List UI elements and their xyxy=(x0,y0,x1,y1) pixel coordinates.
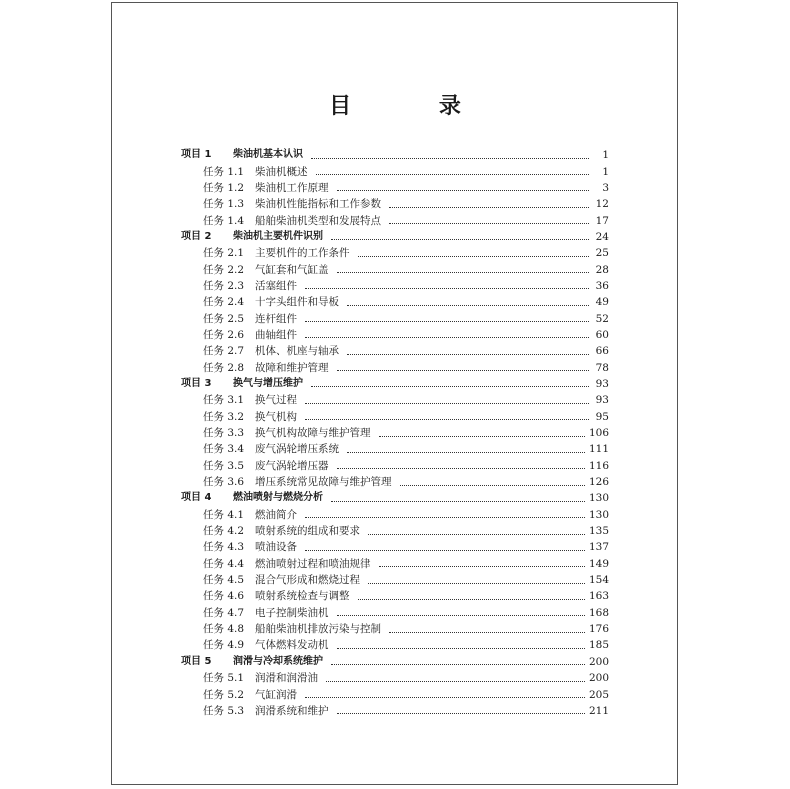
entry-page-number: 137 xyxy=(588,541,609,554)
entry-page-number: 3 xyxy=(602,181,609,194)
dot-leader xyxy=(389,207,589,208)
entry-title: 换气与增压维护 xyxy=(233,377,303,389)
toc-task-entry[interactable] xyxy=(181,294,609,310)
entry-number: 任务 1.2 xyxy=(203,181,245,194)
toc-task-entry[interactable] xyxy=(181,425,609,441)
entry-number: 项目 5 xyxy=(181,655,212,667)
toc-task-entry[interactable] xyxy=(181,163,609,179)
table-of-contents xyxy=(181,147,609,719)
entry-number: 任务 4.3 xyxy=(203,541,245,554)
entry-title: 柴油机主要机件识别 xyxy=(233,230,323,242)
dot-leader xyxy=(389,632,585,633)
entry-title: 混合气形成和燃烧过程 xyxy=(255,574,360,587)
entry-page-number: 116 xyxy=(588,459,609,472)
toc-chapter-entry[interactable] xyxy=(181,147,609,163)
entry-page-number: 205 xyxy=(588,688,609,701)
entry-number: 任务 3.2 xyxy=(203,410,245,423)
dot-leader xyxy=(379,566,585,567)
dot-leader xyxy=(358,256,590,257)
entry-title: 故障和维护管理 xyxy=(255,361,329,374)
entry-page-number: 135 xyxy=(588,525,609,538)
entry-title: 电子控制柴油机 xyxy=(255,606,329,619)
toc-task-entry[interactable] xyxy=(181,441,609,457)
entry-title: 喷油设备 xyxy=(255,541,297,554)
entry-title: 润滑和润滑油 xyxy=(255,672,318,685)
entry-number: 任务 2.3 xyxy=(203,279,245,292)
dot-leader xyxy=(400,485,585,486)
dot-leader xyxy=(305,550,585,551)
entry-title: 柴油机概述 xyxy=(255,165,308,178)
entry-title: 十字头组件和导板 xyxy=(255,296,339,309)
dot-leader xyxy=(389,223,589,224)
entry-title: 燃油喷射过程和喷油规律 xyxy=(255,557,371,570)
entry-number: 任务 2.7 xyxy=(203,345,245,358)
dot-leader xyxy=(358,599,585,600)
toc-task-entry[interactable] xyxy=(181,588,609,604)
entry-number: 任务 5.3 xyxy=(203,704,245,717)
entry-title: 船舶柴油机排放污染与控制 xyxy=(255,623,381,636)
entry-title: 润滑系统和维护 xyxy=(255,704,329,717)
entry-number: 任务 3.1 xyxy=(203,394,245,407)
entry-number: 任务 4.6 xyxy=(203,590,245,603)
entry-number: 任务 2.8 xyxy=(203,361,245,374)
entry-page-number: 200 xyxy=(588,655,609,668)
dot-leader xyxy=(337,272,590,273)
entry-page-number: 154 xyxy=(588,574,609,587)
dot-leader xyxy=(305,517,585,518)
entry-title: 连杆组件 xyxy=(255,312,297,325)
entry-number: 任务 4.2 xyxy=(203,525,245,538)
toc-task-entry[interactable] xyxy=(181,343,609,359)
entry-title: 机体、机座与轴承 xyxy=(255,345,339,358)
entry-page-number: 25 xyxy=(595,247,609,260)
entry-page-number: 149 xyxy=(588,557,609,570)
entry-title: 废气涡轮增压系统 xyxy=(255,443,339,456)
entry-number: 项目 1 xyxy=(181,149,212,161)
entry-title: 柴油机基本认识 xyxy=(233,149,303,161)
toc-task-entry[interactable] xyxy=(181,245,609,261)
entry-number: 任务 1.3 xyxy=(203,198,245,211)
toc-task-entry[interactable] xyxy=(181,409,609,425)
entry-number: 项目 3 xyxy=(181,377,212,389)
toc-chapter-entry[interactable] xyxy=(181,376,609,392)
entry-number: 任务 2.2 xyxy=(203,263,245,276)
entry-title: 曲轴组件 xyxy=(255,328,297,341)
entry-number: 任务 4.9 xyxy=(203,639,245,652)
dot-leader xyxy=(337,370,590,371)
entry-number: 任务 4.7 xyxy=(203,606,245,619)
toc-task-entry[interactable] xyxy=(181,278,609,294)
entry-number: 项目 2 xyxy=(181,230,212,242)
entry-number: 任务 4.5 xyxy=(203,574,245,587)
entry-page-number: 49 xyxy=(595,296,609,309)
dot-leader xyxy=(347,354,589,355)
dot-leader xyxy=(331,664,585,665)
entry-number: 任务 4.4 xyxy=(203,557,245,570)
entry-title: 主要机件的工作条件 xyxy=(255,247,350,260)
toc-chapter-entry[interactable] xyxy=(181,229,609,245)
toc-task-entry[interactable] xyxy=(181,686,609,702)
entry-page-number: 17 xyxy=(595,214,609,227)
entry-title: 喷射系统的组成和要求 xyxy=(255,525,360,538)
entry-page-number: 1 xyxy=(602,149,609,162)
entry-number: 任务 5.1 xyxy=(203,672,245,685)
entry-page-number: 12 xyxy=(595,198,609,211)
entry-number: 项目 4 xyxy=(181,492,212,504)
entry-page-number: 176 xyxy=(588,623,609,636)
entry-page-number: 185 xyxy=(588,639,609,652)
entry-number: 任务 2.6 xyxy=(203,328,245,341)
entry-page-number: 93 xyxy=(595,394,609,407)
toc-task-entry[interactable] xyxy=(181,359,609,375)
toc-chapter-entry[interactable] xyxy=(181,490,609,506)
toc-task-entry[interactable] xyxy=(181,212,609,228)
entry-title: 船舶柴油机类型和发展特点 xyxy=(255,214,381,227)
entry-number: 任务 3.3 xyxy=(203,427,245,440)
entry-number: 任务 5.2 xyxy=(203,688,245,701)
entry-page-number: 106 xyxy=(588,427,609,440)
toc-task-entry[interactable] xyxy=(181,507,609,523)
entry-number: 任务 2.1 xyxy=(203,247,245,260)
entry-page-number: 1 xyxy=(602,165,609,178)
dot-leader xyxy=(311,158,589,159)
entry-page-number: 52 xyxy=(595,312,609,325)
dot-leader xyxy=(316,174,590,175)
entry-title: 燃油喷射与燃烧分析 xyxy=(233,492,323,504)
entry-number: 任务 4.1 xyxy=(203,508,245,521)
dot-leader xyxy=(347,452,585,453)
entry-title: 柴油机工作原理 xyxy=(255,181,329,194)
toc-task-entry[interactable] xyxy=(181,556,609,572)
entry-page-number: 24 xyxy=(595,230,609,243)
dot-leader xyxy=(331,501,585,502)
entry-number: 任务 1.4 xyxy=(203,214,245,227)
entry-page-number: 95 xyxy=(595,410,609,423)
entry-number: 任务 2.4 xyxy=(203,296,245,309)
dot-leader xyxy=(337,468,585,469)
toc-task-entry[interactable] xyxy=(181,327,609,343)
dot-leader xyxy=(337,713,585,714)
entry-page-number: 28 xyxy=(595,263,609,276)
entry-page-number: 60 xyxy=(595,328,609,341)
dot-leader xyxy=(379,436,585,437)
dot-leader xyxy=(368,583,585,584)
entry-page-number: 130 xyxy=(588,508,609,521)
entry-page-number: 93 xyxy=(595,377,609,390)
entry-title: 气缸润滑 xyxy=(255,688,297,701)
toc-task-entry[interactable] xyxy=(181,539,609,555)
toc-task-entry[interactable] xyxy=(181,196,609,212)
entry-title: 气缸套和气缸盖 xyxy=(255,263,329,276)
toc-task-entry[interactable] xyxy=(181,474,609,490)
entry-title: 增压系统常见故障与维护管理 xyxy=(255,476,392,489)
entry-title: 柴油机性能指标和工作参数 xyxy=(255,198,381,211)
entry-title: 活塞组件 xyxy=(255,279,297,292)
entry-number: 任务 3.4 xyxy=(203,443,245,456)
entry-number: 任务 1.1 xyxy=(203,165,245,178)
dot-leader xyxy=(337,648,585,649)
toc-task-entry[interactable] xyxy=(181,523,609,539)
entry-page-number: 130 xyxy=(588,492,609,505)
entry-page-number: 200 xyxy=(588,672,609,685)
entry-title: 喷射系统检查与调整 xyxy=(255,590,350,603)
toc-task-entry[interactable] xyxy=(181,392,609,408)
entry-page-number: 36 xyxy=(595,279,609,292)
dot-leader xyxy=(337,615,585,616)
dot-leader xyxy=(305,697,585,698)
dot-leader xyxy=(305,337,589,338)
toc-task-entry[interactable] xyxy=(181,458,609,474)
entry-page-number: 78 xyxy=(595,361,609,374)
entry-title: 换气过程 xyxy=(255,394,297,407)
entry-page-number: 168 xyxy=(588,606,609,619)
entry-number: 任务 3.6 xyxy=(203,476,245,489)
dot-leader xyxy=(368,534,585,535)
dot-leader xyxy=(311,386,589,387)
entry-page-number: 111 xyxy=(588,443,609,456)
entry-page-number: 66 xyxy=(595,345,609,358)
page-title: 目 录 xyxy=(329,94,501,119)
toc-task-entry[interactable] xyxy=(181,637,609,653)
entry-page-number: 126 xyxy=(588,476,609,489)
toc-task-entry[interactable] xyxy=(181,261,609,277)
toc-task-entry[interactable] xyxy=(181,621,609,637)
toc-task-entry[interactable] xyxy=(181,670,609,686)
dot-leader xyxy=(347,305,589,306)
toc-task-entry[interactable] xyxy=(181,180,609,196)
dot-leader xyxy=(305,288,589,289)
toc-task-entry[interactable] xyxy=(181,605,609,621)
toc-chapter-entry[interactable] xyxy=(181,654,609,670)
entry-title: 燃油简介 xyxy=(255,508,297,521)
entry-number: 任务 4.8 xyxy=(203,623,245,636)
dot-leader xyxy=(331,239,589,240)
entry-title: 气体燃料发动机 xyxy=(255,639,329,652)
entry-page-number: 163 xyxy=(588,590,609,603)
entry-number: 任务 2.5 xyxy=(203,312,245,325)
entry-number: 任务 3.5 xyxy=(203,459,245,472)
dot-leader xyxy=(305,403,589,404)
entry-title: 润滑与冷却系统维护 xyxy=(233,655,323,667)
dot-leader xyxy=(305,321,589,322)
entry-title: 换气机构 xyxy=(255,410,297,423)
toc-task-entry[interactable] xyxy=(181,703,609,719)
dot-leader xyxy=(305,419,589,420)
toc-task-entry[interactable] xyxy=(181,572,609,588)
dot-leader xyxy=(326,681,585,682)
entry-page-number: 211 xyxy=(588,704,609,717)
entry-title: 换气机构故障与维护管理 xyxy=(255,427,371,440)
toc-task-entry[interactable] xyxy=(181,310,609,326)
entry-title: 废气涡轮增压器 xyxy=(255,459,329,472)
dot-leader xyxy=(337,190,590,191)
